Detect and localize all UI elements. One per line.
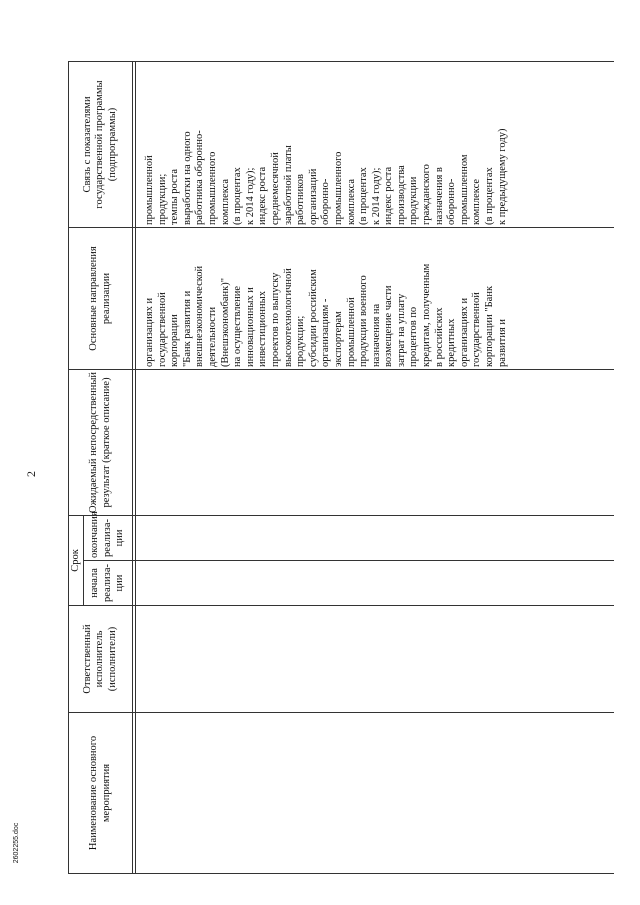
cell-indicator-link xyxy=(136,61,615,227)
indicator-link-line: комплекса xyxy=(345,178,357,225)
indicator-link-line: оборонно- xyxy=(446,178,458,225)
directions-line: промышленной xyxy=(345,297,357,367)
indicator-link-line: назначения в xyxy=(433,167,445,225)
cell-expected-result xyxy=(136,369,615,515)
indicator-link-line: работников xyxy=(295,174,307,225)
indicator-link-line: индекс роста xyxy=(383,166,395,225)
directions-line: развития и xyxy=(496,319,508,367)
indicator-link-line: промышленной xyxy=(144,155,155,225)
directions-line: кредитам, полученным xyxy=(421,263,433,367)
indicator-link-line: работника оборонно- xyxy=(194,130,206,225)
directions-line: в российских xyxy=(433,307,445,367)
indicator-link-line: промышленного xyxy=(332,151,344,225)
cell-term-start xyxy=(136,561,615,606)
directions-line: кредитных xyxy=(446,318,458,367)
directions-line: "Банк развития и xyxy=(181,290,193,367)
page-number: 2 xyxy=(24,471,38,477)
indicator-link-line: (в процентах xyxy=(232,167,244,225)
directions-line: высокотехнологичной xyxy=(282,268,294,367)
directions-line: на осуществление xyxy=(232,285,244,367)
directions-line: продукции; xyxy=(295,315,307,367)
indicator-link-line: к 2014 году); xyxy=(244,167,256,225)
indicator-link-line: выработки на одного xyxy=(181,131,193,225)
header-main-directions: Основные направления реализации xyxy=(69,227,133,369)
cell-executor xyxy=(136,606,615,713)
directions-line: деятельности xyxy=(206,306,218,367)
indicator-link-line: (в процентах xyxy=(484,167,496,225)
directions-line: внешнеэкономической xyxy=(194,265,206,367)
directions-line: корпорации xyxy=(169,314,181,367)
directions-text xyxy=(144,230,509,367)
header-indicator-link: Связь с показателями государственной программы (подпрограммы) xyxy=(69,61,133,227)
directions-line: (Внешэкономбанк)" xyxy=(219,277,231,367)
indicator-link-line: комплексе xyxy=(471,178,483,225)
indicator-link-line: индекс роста xyxy=(257,166,269,225)
program-measures-table xyxy=(68,61,614,874)
indicator-link-line: заработной платы xyxy=(282,145,294,225)
indicator-link-line: комплекса xyxy=(219,178,231,225)
directions-line: организациях и xyxy=(144,297,155,367)
indicator-link-line: (в процентах xyxy=(358,167,370,225)
directions-line: субсидии российским xyxy=(307,269,319,367)
header-expected-result: Ожидаемый непосредственный результат (краткое описание) xyxy=(69,369,133,515)
directions-line: организациях и xyxy=(458,297,470,367)
directions-line: инновационных и xyxy=(244,287,256,367)
indicator-link-line: продукции; xyxy=(156,173,168,225)
indicator-link-line: промышленного xyxy=(206,151,218,225)
indicator-link-line: к 2014 году); xyxy=(370,167,382,225)
directions-line: затрат на уплату xyxy=(395,293,407,367)
indicator-link-line: темпы роста xyxy=(169,168,181,225)
header-term-end: окончания реализа- ции xyxy=(84,515,133,560)
directions-line: возмещение части xyxy=(383,285,395,367)
directions-line: процентов по xyxy=(408,306,420,367)
program-table-container xyxy=(68,62,612,874)
indicator-link-line: к предыдущему году) xyxy=(496,128,508,225)
table-row xyxy=(136,61,615,873)
directions-line: экспортерам xyxy=(332,311,344,367)
indicator-link-text xyxy=(144,64,509,225)
cell-measure-name xyxy=(136,713,615,874)
cell-main-directions xyxy=(136,227,615,369)
directions-line: инвестиционных xyxy=(257,291,269,367)
directions-line: государственной xyxy=(471,292,483,367)
rotated-table xyxy=(68,62,612,874)
directions-line: корпорации "Банк xyxy=(484,285,496,367)
indicator-link-line: промышленном xyxy=(458,154,470,225)
header-term: Срок xyxy=(69,515,84,605)
directions-line: организациям - xyxy=(320,298,332,367)
directions-line: продукции военного xyxy=(358,275,370,367)
header-term-start: начала реализа- ции xyxy=(84,561,133,606)
header-measure-name: Наименование основного мероприятия xyxy=(69,713,133,874)
directions-line: назначения на xyxy=(370,303,382,367)
indicator-link-line: среднемесячной xyxy=(269,152,281,225)
directions-line: государственной xyxy=(156,292,168,367)
indicator-link-line: продукции xyxy=(408,176,420,225)
header-executor: Ответственный исполнитель (исполнители) xyxy=(69,606,133,713)
indicator-link-line: производства xyxy=(395,165,407,225)
document-reference: 2602255.doc xyxy=(13,822,20,864)
indicator-link-line: гражданского xyxy=(421,164,433,225)
directions-line: проектов по выпуску xyxy=(269,272,281,367)
cell-term-end xyxy=(136,515,615,560)
indicator-link-line: организаций xyxy=(307,168,319,225)
indicator-link-line: оборонно- xyxy=(320,178,332,225)
